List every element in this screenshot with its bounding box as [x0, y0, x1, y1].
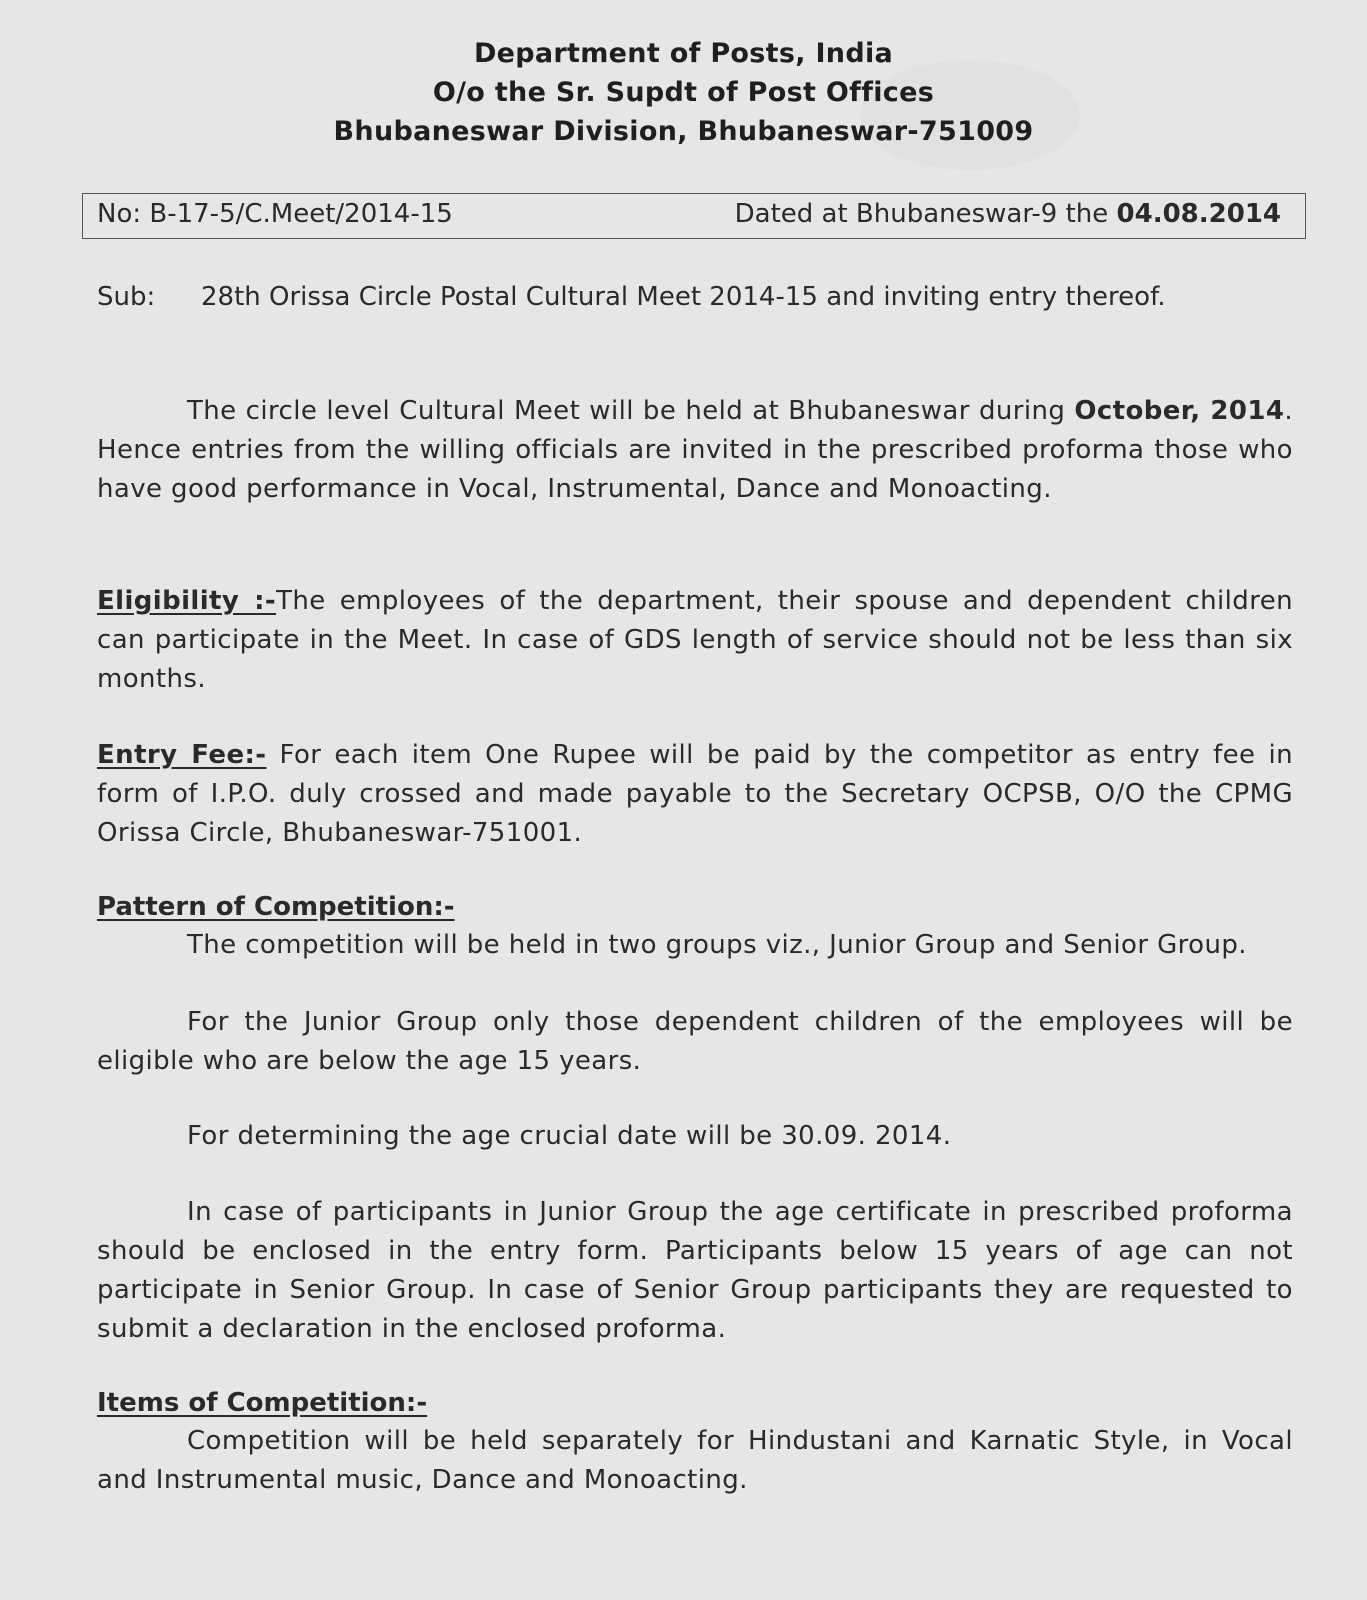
subject-label: Sub:: [97, 282, 156, 312]
pattern-paragraph-certificate: In case of participants in Junior Group the age certificate in prescribed proforma should be enclosed in the entry form. Participants below 15 years of age can not participate in Senior Group. In case of Senior Group participants they are requested to submit a declaration in the enclosed proforma.: [97, 1197, 1293, 1344]
pattern-heading: Pattern of Competition:-: [97, 892, 455, 922]
pattern-paragraph-junior: For the Junior Group only those dependent children of the employees will be eligible who are below the age 15 years.: [97, 1007, 1293, 1076]
eligibility-paragraph: [97, 582, 1293, 699]
letterhead: [0, 34, 1367, 151]
items-paragraph: Competition will be held separately for Hindustani and Karnatic Style, in Vocal and Instrumental music, Dance and Monoacting.: [97, 1426, 1293, 1495]
intro-text-after: . Hence entries from the willing officials are invited in the prescribed proforma those who have good performance in Vocal, Instrumental, Dance and Monoacting.: [97, 396, 1294, 504]
office-name: O/o the Sr. Supdt of Post Offices: [432, 77, 935, 108]
department-name: Department of Posts, India: [473, 38, 894, 69]
pattern-paragraph-crucial-date: For determining the age crucial date will be 30.09. 2014.: [187, 1121, 952, 1151]
pattern-paragraph-groups: The competition will be held in two groups viz., Junior Group and Senior Group.: [187, 930, 1247, 960]
intro-paragraph: [97, 392, 1293, 509]
entry-fee-paragraph: [97, 736, 1293, 853]
items-heading: Items of Competition:-: [97, 1388, 428, 1418]
dated-prefix: Dated at Bhubaneswar-9 the: [734, 199, 1117, 229]
reference-box: [82, 193, 1306, 239]
dated-line: [735, 199, 1281, 229]
eligibility-heading: Eligibility :-: [97, 586, 277, 616]
division-address: Bhubaneswar Division, Bhubaneswar-751009: [333, 116, 1034, 147]
letter-date: 04.08.2014: [1116, 199, 1281, 229]
intro-bold-date: October, 2014: [1074, 396, 1285, 426]
entry-fee-text: For each item One Rupee will be paid by the competitor as entry fee in form of I.P.O. duly crossed and made payable to the Secretary OCPSB, O/O the CPMG Orissa Circle, Bhubaneswar-751001.: [97, 740, 1294, 848]
intro-text-before: The circle level Cultural Meet will be held at Bhubaneswar during: [187, 396, 1075, 426]
reference-number: No: B-17-5/C.Meet/2014-15: [97, 199, 453, 229]
subject-text: 28th Orissa Circle Postal Cultural Meet 2014-15 and inviting entry thereof.: [201, 282, 1166, 312]
eligibility-text: The employees of the department, their spouse and dependent children can participate in the Meet. In case of GDS length of service should not be less than six months.: [97, 586, 1293, 694]
entry-fee-heading: Entry Fee:-: [97, 740, 267, 770]
